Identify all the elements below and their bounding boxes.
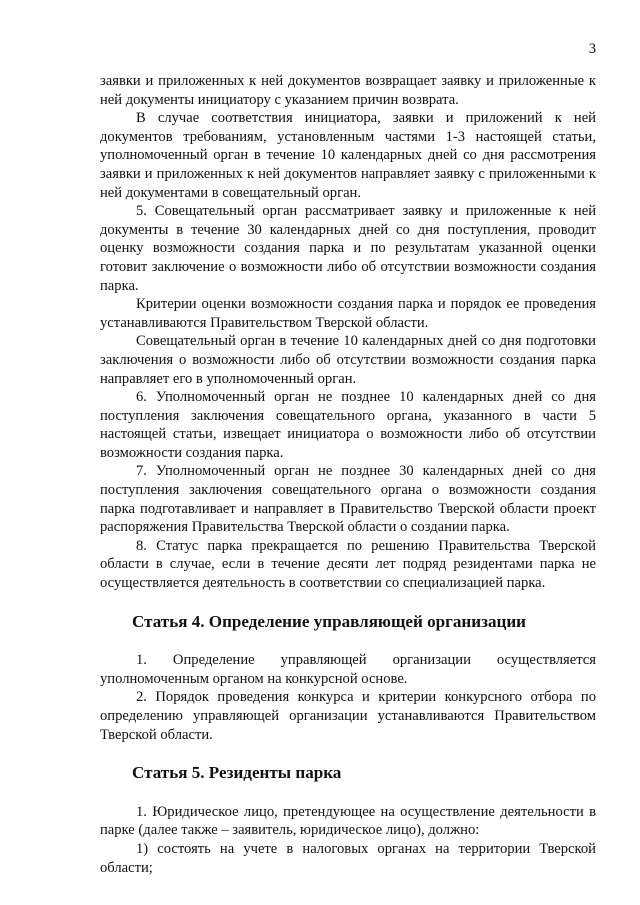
paragraph: 2. Порядок проведения конкурса и критерии конкурсного отбора по определению управляющей организации устанавливаются Правительством Тверской области. (100, 689, 596, 743)
paragraph: В случае соответствия инициатора, заявки и приложений к ней документов требованиям, установленным частями 1-3 настоящей статьи, уполномоченный орган в течение 10 календарных дней со дня рассмотрения заявки и приложенных к ней документов направляет заявку с приложенными к ней документами в совещательный орган. (100, 110, 596, 201)
page-number: 3 (588, 41, 596, 57)
article-heading: Статья 4. Определение управляющей организации (132, 611, 527, 631)
paragraph: 5. Совещательный орган рассматривает заявку и приложенные к ней документы в течение 30 календарных дней со дня поступления, проводит оценку возможности создания парка и по результатам указанной оценки готовит заключение о возможности либо об отсутствии возможности создания парка. (100, 203, 596, 294)
paragraph: 1. Юридическое лицо, претендующее на осуществление деятельности в парке (далее также – заявитель, юридическое лицо), должно: (100, 803, 596, 839)
section-spacer (100, 593, 596, 613)
paragraph: Критерии оценки возможности создания парка и порядок ее проведения устанавливаются Правительством Тверской области. (100, 296, 596, 331)
paragraph: заявки и приложенных к ней документов возвращает заявку и приложенные к ней документы инициатору с указанием причин возврата. (100, 73, 596, 108)
paragraph: Совещательный орган в течение 10 календарных дней со дня подготовки заключения о возможности либо об отсутствии возможности создания парка направляет его в уполномоченный орган. (100, 333, 596, 387)
paragraph: 6. Уполномоченный орган не позднее 10 календарных дней со дня поступления заключения совещательного органа, указанного в части 5 настоящей статьи, извещает инициатора о возможности либо об отсутствии возможности создания парка. (100, 389, 596, 461)
paragraph: 8. Статус парка прекращается по решению Правительства Тверской области в случае, если в течение десяти лет подряд резидентами парка не осуществляется деятельность в соответствии со специализацией парка. (100, 537, 596, 592)
section-spacer (100, 631, 596, 651)
paragraph: 1. Определение управляющей организации осуществляется уполномоченным органом на конкурсной основе. (100, 652, 596, 687)
section-spacer (100, 744, 596, 764)
paragraph: 1) состоять на учете в налоговых органах на территории Тверской области; (100, 840, 596, 876)
article-heading: Статья 5. Резиденты парка (132, 763, 342, 783)
document-body (100, 72, 596, 877)
section-spacer (100, 783, 596, 803)
paragraph: 7. Уполномоченный орган не позднее 30 календарных дней со дня поступления заключения совещательного органа о возможности создания парка подготавливает и направляет в Правительство Тверской области проект распоряжения Правительства Тверской области о создании парка. (100, 463, 596, 536)
